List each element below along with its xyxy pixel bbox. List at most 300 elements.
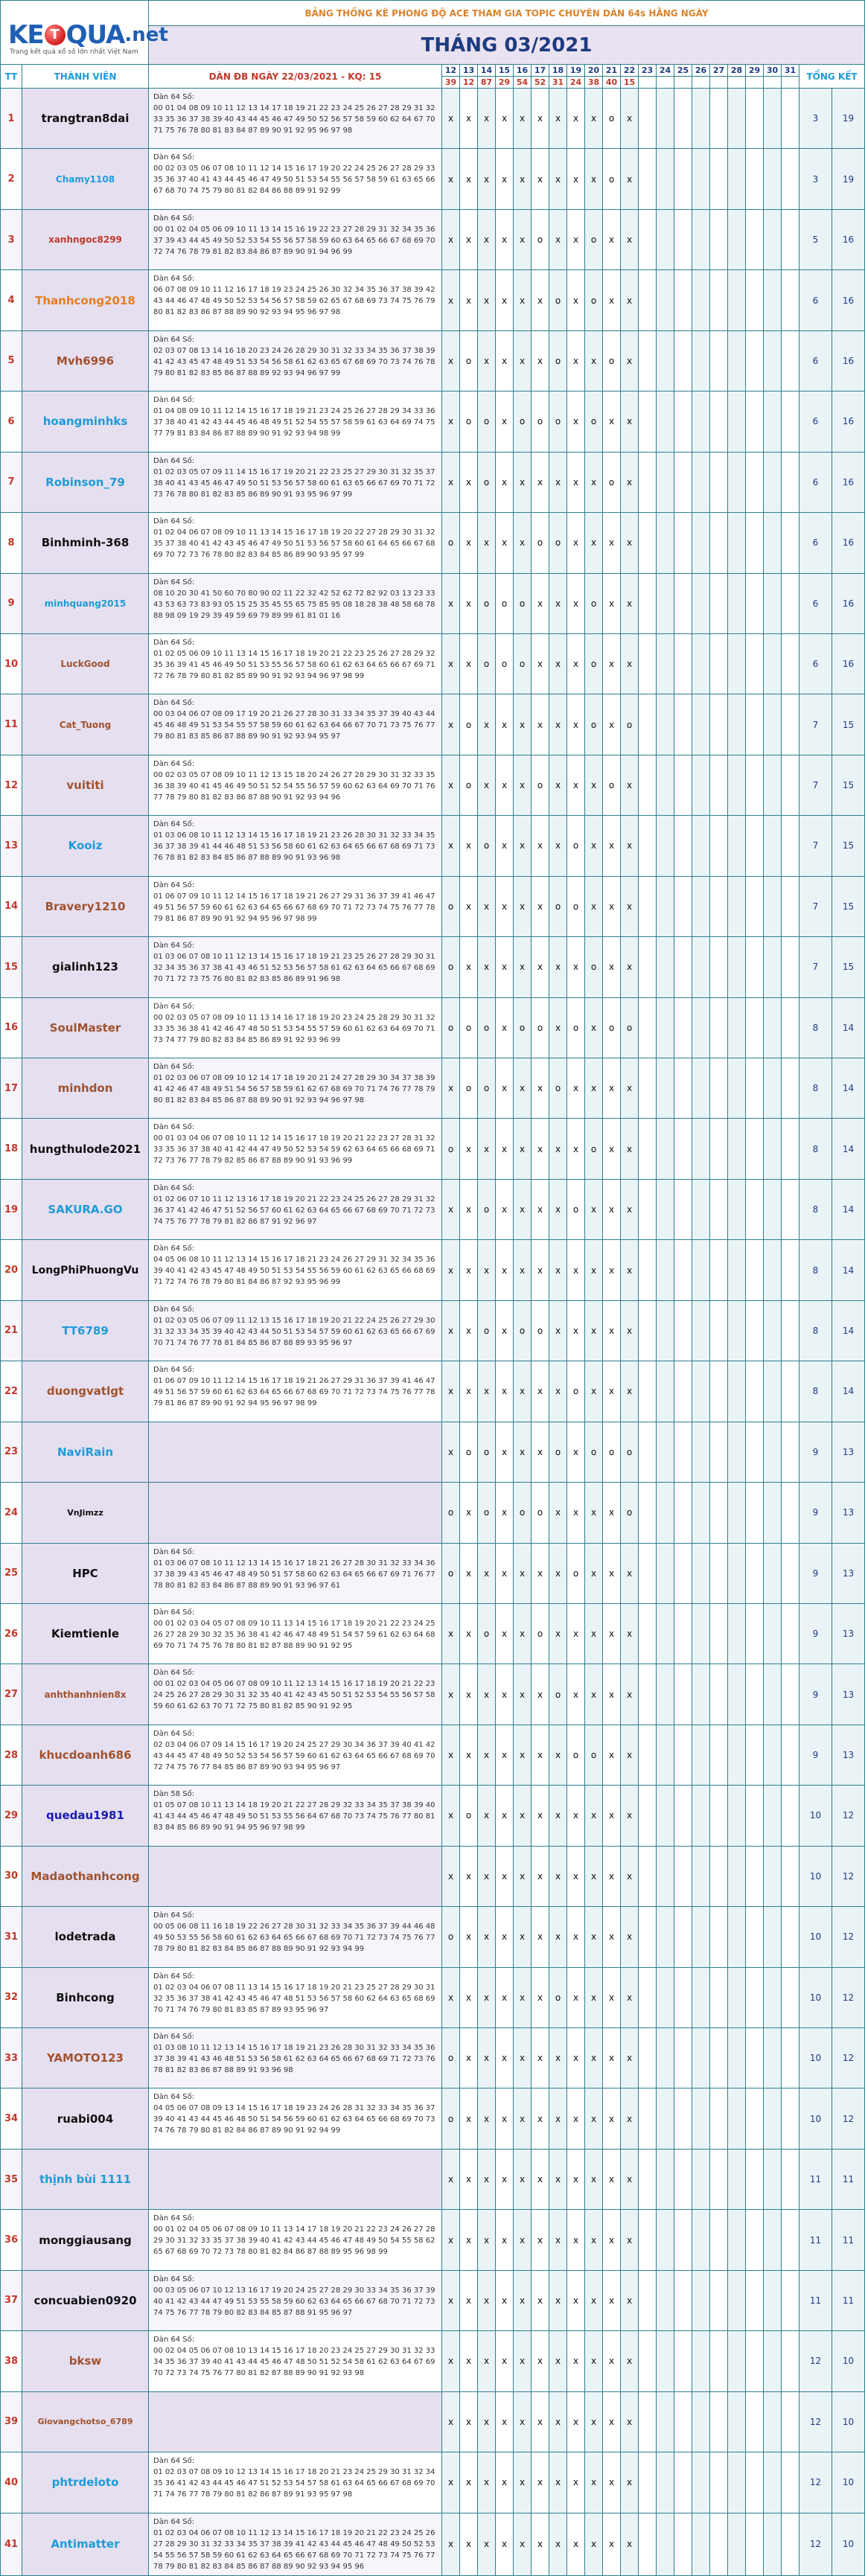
miss-count: 8 [799,1119,832,1179]
member-name[interactable]: anhthanhnien8x [22,1664,149,1725]
day-mark [782,573,799,633]
member-row [1,633,865,694]
day-mark [728,270,746,330]
day-mark [692,2391,710,2452]
member-row [1,1058,865,1119]
day-mark [710,2210,728,2270]
day-mark [692,2149,710,2209]
day-mark [639,1846,657,1906]
day-mark [639,1664,657,1725]
member-name[interactable]: Giovangchotso_6789 [22,2391,149,2452]
result-value [692,77,710,89]
day-mark [710,452,728,512]
total-score: 13 [832,1664,865,1725]
miss-count: 7 [799,694,832,755]
day-mark [782,2391,799,2452]
day-mark [728,1422,746,1482]
day-mark [639,1422,657,1482]
member-row [1,452,865,512]
day-mark [639,573,657,633]
day-mark: x [514,876,532,936]
dan-numbers: Dàn 64 Số: 00 02 03 05 07 08 09 10 11 12 13 15 18 20 24 26 27 28 29 30 31 32 33 35 36 38 39 40 41 45 46 49 50 51 52 54 55 56 57 59 60 62 63 64 69 70 71 76 77 78 79 80 81 82 83 86 87 88 90 91 92 93 94 96 [153,759,435,802]
day-mark: x [496,1603,514,1663]
day-mark: x [460,209,478,269]
row-number: 33 [1,2028,22,2088]
day-mark: x [603,876,621,936]
day-mark: x [549,2452,567,2513]
day-mark [764,1058,782,1119]
member-name[interactable]: Binhcong [22,1967,149,2027]
day-mark [728,633,746,694]
day-mark [764,816,782,876]
day-mark: o [603,755,621,815]
day-mark: o [603,1422,621,1482]
day-mark [692,391,710,452]
day-mark [657,755,674,815]
day-mark [657,937,674,997]
member-name[interactable]: duongvatlgt [22,1361,149,1422]
day-mark [728,2028,746,2088]
day-mark: x [442,149,460,209]
day-mark: x [478,330,496,391]
day-mark [728,391,746,452]
day-mark: x [567,1422,585,1482]
day-mark: x [532,2513,549,2575]
total-score: 13 [832,1543,865,1603]
dan-cell [149,391,442,452]
day-header: 27 [710,65,728,77]
row-number: 28 [1,1725,22,1785]
day-mark: x [496,1240,514,1300]
day-mark: x [442,1240,460,1300]
day-mark [674,1483,692,1543]
day-mark: x [549,209,567,269]
day-mark [728,513,746,573]
member-name[interactable]: hungthulode2021 [22,1119,149,1179]
member-name[interactable]: minhquang2015 [22,573,149,633]
logo-tagline: Trang kết quả xổ số lớn nhất Việt Nam [10,48,138,56]
day-mark [639,270,657,330]
day-mark [764,876,782,936]
dan-numbers: Dàn 64 Số: 01 06 07 09 10 11 12 14 15 16 17 18 19 21 26 27 29 31 36 37 39 41 46 47 49 51 56 57 59 60 61 62 63 64 65 66 67 68 69 70 71 72 73 74 75 76 77 78 79 81 86 87 89 90 91 92 94 95 96 97 98 99 [153,1366,435,1408]
total-score: 10 [832,2331,865,2391]
day-mark [764,270,782,330]
dan-numbers: Dàn 64 Số: 01 02 03 05 06 07 09 11 12 13 15 16 17 18 19 20 21 22 24 25 26 27 29 30 31 32 33 34 35 39 40 42 43 44 50 51 53 54 57 59 60 61 62 63 65 66 67 69 70 71 74 76 77 78 81 84 85 86 87 88 89 93 95 96 97 [153,1305,435,1347]
day-mark: o [567,1361,585,1422]
miss-count: 6 [799,330,832,391]
day-mark [782,89,799,149]
day-mark: x [442,816,460,876]
member-name[interactable]: Madaothanhcong [22,1846,149,1906]
total-score: 14 [832,1300,865,1361]
miss-count: 8 [799,1058,832,1119]
site-logo[interactable] [1,16,168,56]
dan-cell [149,573,442,633]
day-mark: x [567,209,585,269]
member-name[interactable]: xanhngoc8299 [22,209,149,269]
member-name[interactable]: Thanhcong2018 [22,270,149,330]
day-mark: x [442,1603,460,1663]
day-mark: x [621,2331,639,2391]
member-name[interactable]: LongPhiPhuongVu [22,1240,149,1300]
member-row [1,755,865,815]
miss-count: 12 [799,2331,832,2391]
day-mark: x [549,2331,567,2391]
dan-cell [149,1907,442,1967]
day-mark: o [549,1967,567,2027]
day-mark: x [514,816,532,876]
member-name[interactable]: VnJimzz [22,1483,149,1543]
day-mark: x [621,2391,639,2452]
day-mark: o [549,391,567,452]
member-row [1,2028,865,2088]
day-mark [782,755,799,815]
day-mark: x [621,209,639,269]
day-mark: x [603,937,621,997]
day-mark: x [621,2088,639,2149]
miss-count: 6 [799,270,832,330]
dan-numbers: Dàn 64 Số: 01 02 03 05 07 09 11 14 15 16 17 19 20 21 22 23 25 27 29 30 31 32 35 37 38 40 41 43 45 46 47 49 50 51 53 56 57 58 60 61 63 65 66 67 69 70 71 72 73 76 78 80 81 82 83 85 86 89 90 91 93 95 96 97 99 [153,456,435,499]
day-mark: x [514,2270,532,2330]
miss-count: 9 [799,1543,832,1603]
day-mark: x [585,2331,603,2391]
member-name[interactable]: Chamy1108 [22,149,149,209]
dan-numbers: Dàn 64 Số: 01 02 03 07 08 09 10 12 13 14 15 16 17 18 20 21 23 24 25 29 30 31 32 34 35 36 41 42 43 44 45 46 47 51 52 53 54 57 58 61 63 64 65 66 67 68 69 70 71 74 76 77 78 79 80 81 82 86 87 89 91 93 95 97 98 [153,2457,435,2499]
day-mark: x [514,1907,532,1967]
day-mark: o [532,391,549,452]
member-name[interactable]: lodetrada [22,1907,149,1967]
day-mark: x [460,2088,478,2149]
day-mark [657,2391,674,2452]
day-mark: x [567,573,585,633]
member-name[interactable]: gialinh123 [22,937,149,997]
day-mark: x [532,1543,549,1603]
member-row [1,2088,865,2149]
member-name[interactable]: Binhminh-368 [22,513,149,573]
day-mark [782,1907,799,1967]
col-member: THÀNH VIÊN [22,65,149,89]
day-mark [764,1543,782,1603]
day-mark [782,1483,799,1543]
member-name[interactable]: TT6789 [22,1300,149,1361]
day-mark: o [567,1725,585,1785]
day-mark: o [478,1300,496,1361]
member-name[interactable]: Cat_Tuong [22,694,149,755]
day-mark: x [532,816,549,876]
day-mark: o [442,1119,460,1179]
day-mark: x [621,1543,639,1603]
member-name[interactable]: Antimatter [22,2513,149,2575]
day-mark [764,2452,782,2513]
day-mark: x [621,816,639,876]
member-name[interactable]: concuabien0920 [22,2270,149,2330]
day-mark: x [603,816,621,876]
day-mark: x [460,1907,478,1967]
member-name[interactable]: monggiausang [22,2210,149,2270]
day-mark [764,1483,782,1543]
row-number: 2 [1,149,22,209]
dan-cell [149,2270,442,2330]
miss-count: 3 [799,89,832,149]
day-mark: x [478,2391,496,2452]
member-row [1,1907,865,1967]
row-number: 24 [1,1483,22,1543]
day-mark [782,1786,799,1846]
day-mark [674,997,692,1058]
day-mark: x [621,270,639,330]
day-mark [692,1361,710,1422]
member-name[interactable]: khucdoanh686 [22,1725,149,1785]
member-name[interactable]: Kiemtienle [22,1603,149,1663]
day-mark: x [603,1543,621,1603]
day-mark [710,1907,728,1967]
day-mark: x [567,1058,585,1119]
day-mark [728,816,746,876]
day-mark [710,1725,728,1785]
day-mark [710,2331,728,2391]
dan-numbers: Dàn 64 Số: 00 01 04 08 09 10 11 12 13 14 17 18 19 21 22 23 24 25 26 27 28 29 31 32 33 35 36 37 38 39 40 43 44 45 46 47 49 50 52 56 57 58 59 60 62 64 67 70 71 75 76 78 80 81 83 84 87 89 90 91 92 95 96 97 98 [153,93,435,135]
day-mark: x [567,149,585,209]
member-name[interactable]: trangtran8dai [22,89,149,149]
day-mark [657,2028,674,2088]
dan-numbers: Dàn 64 Số: 06 07 08 09 10 11 12 16 17 18 19 23 24 25 26 30 32 34 35 36 37 38 39 42 43 44 46 47 48 49 50 52 53 54 56 57 58 59 62 65 67 68 69 73 74 75 76 79 80 81 82 83 86 87 88 89 90 92 93 94 95 96 97 98 [153,275,435,317]
day-mark [782,2088,799,2149]
day-mark: o [460,1058,478,1119]
day-mark [657,1422,674,1482]
day-mark [657,1300,674,1361]
member-name[interactable]: minhdon [22,1058,149,1119]
day-mark [764,755,782,815]
day-mark [639,1967,657,2027]
day-mark [746,2270,764,2330]
day-mark: x [567,694,585,755]
day-mark: x [621,1179,639,1239]
day-mark: x [603,1786,621,1846]
day-mark [782,2513,799,2575]
total-score: 16 [832,513,865,573]
day-mark: x [442,270,460,330]
member-name[interactable]: ruabi004 [22,2088,149,2149]
day-mark [674,1240,692,1300]
day-mark [710,1058,728,1119]
day-mark: x [442,1422,460,1482]
day-mark: x [585,2270,603,2330]
member-name[interactable]: Mvh6996 [22,330,149,391]
day-mark: x [478,270,496,330]
day-mark [692,452,710,512]
day-mark: x [460,1119,478,1179]
day-mark [692,997,710,1058]
member-row [1,1240,865,1300]
miss-count: 12 [799,2452,832,2513]
member-name[interactable]: YAMOTO123 [22,2028,149,2088]
member-row [1,1119,865,1179]
member-name[interactable]: SoulMaster [22,997,149,1058]
day-mark [764,1907,782,1967]
day-mark [782,937,799,997]
day-mark: x [496,2028,514,2088]
day-mark: x [585,1483,603,1543]
day-mark [764,1846,782,1906]
dan-numbers [149,1847,441,1853]
day-mark: x [585,2028,603,2088]
member-name[interactable]: SAKURA.GO [22,1179,149,1239]
day-mark: x [549,452,567,512]
day-mark: x [442,2270,460,2330]
member-name[interactable]: bksw [22,2331,149,2391]
member-name[interactable]: Bravery1210 [22,876,149,936]
day-mark: x [603,2210,621,2270]
member-name[interactable]: Robinson_79 [22,452,149,512]
day-mark: x [496,513,514,573]
day-mark: o [549,1058,567,1119]
day-mark [728,2391,746,2452]
day-mark [746,816,764,876]
miss-count: 7 [799,755,832,815]
member-name[interactable]: LuckGood [22,633,149,694]
day-mark [728,2331,746,2391]
day-mark: o [460,1422,478,1482]
day-mark: x [585,1846,603,1906]
day-mark [710,2513,728,2575]
day-mark: x [532,1361,549,1422]
day-header: 14 [478,65,496,77]
day-mark [710,2149,728,2209]
day-mark [782,391,799,452]
miss-count: 6 [799,452,832,512]
day-mark: x [514,330,532,391]
day-mark: x [532,1786,549,1846]
day-mark [710,633,728,694]
day-mark [639,937,657,997]
member-name[interactable]: hoangminhks [22,391,149,452]
day-mark [782,1240,799,1300]
day-mark: x [621,513,639,573]
day-mark [657,1786,674,1846]
row-number: 6 [1,391,22,452]
day-mark [692,1786,710,1846]
day-mark: x [585,89,603,149]
member-row [1,2331,865,2391]
day-mark [728,1058,746,1119]
day-mark [710,937,728,997]
total-score: 19 [832,89,865,149]
day-mark [692,937,710,997]
day-mark [674,209,692,269]
day-header: 23 [639,65,657,77]
dan-numbers: Dàn 64 Số: 01 04 08 09 10 11 12 14 15 16 17 18 19 21 23 24 25 26 27 28 29 34 33 36 37 38 40 41 42 43 44 45 46 48 49 51 52 54 55 57 58 59 61 63 64 69 74 75 77 79 81 83 84 86 87 88 89 90 91 92 93 94 98 99 [153,396,435,438]
member-name[interactable]: HPC [22,1543,149,1603]
total-score: 15 [832,876,865,936]
day-mark [692,816,710,876]
row-number: 26 [1,1603,22,1663]
day-mark [746,1664,764,1725]
day-mark: x [442,573,460,633]
day-mark [764,330,782,391]
day-mark [639,513,657,573]
member-name[interactable]: quedau1981 [22,1786,149,1846]
day-mark: o [549,330,567,391]
day-mark [692,1058,710,1119]
member-name[interactable]: thịnh bùi 1111 [22,2149,149,2209]
day-mark [764,2391,782,2452]
day-mark: x [549,1725,567,1785]
day-mark [674,2028,692,2088]
day-mark [728,1967,746,2027]
total-score: 15 [832,694,865,755]
day-mark [639,2088,657,2149]
total-score: 14 [832,1179,865,1239]
member-row [1,2391,865,2452]
day-mark: x [549,937,567,997]
day-mark: x [496,1907,514,1967]
day-mark [639,1058,657,1119]
day-mark [728,1664,746,1725]
day-mark: x [496,1543,514,1603]
day-header: 29 [746,65,764,77]
member-name[interactable]: Kooiz [22,816,149,876]
day-mark [746,1300,764,1361]
day-mark [782,149,799,209]
member-name[interactable]: NaviRain [22,1422,149,1482]
row-number: 40 [1,2452,22,2513]
day-mark: x [603,1483,621,1543]
day-mark [639,1483,657,1543]
day-mark [710,1543,728,1603]
day-mark: x [567,2028,585,2088]
day-mark: x [603,1907,621,1967]
day-mark [710,1846,728,1906]
day-mark [746,633,764,694]
day-mark [728,573,746,633]
day-mark: x [478,1907,496,1967]
day-mark [764,1361,782,1422]
day-mark [710,2028,728,2088]
day-mark: o [567,816,585,876]
row-number: 36 [1,2210,22,2270]
row-number: 1 [1,89,22,149]
day-mark: o [514,573,532,633]
day-mark [782,2028,799,2088]
day-mark [639,694,657,755]
day-mark [674,513,692,573]
row-number: 25 [1,1543,22,1603]
day-mark: x [621,1786,639,1846]
miss-count: 8 [799,1179,832,1239]
dan-cell [149,2149,442,2209]
day-mark [782,2331,799,2391]
day-mark [639,2028,657,2088]
day-mark [782,1846,799,1906]
day-mark [639,391,657,452]
day-mark: x [478,1967,496,2027]
day-mark [764,1422,782,1482]
member-name[interactable]: vuititi [22,755,149,815]
day-mark [657,149,674,209]
day-mark: x [603,633,621,694]
day-mark: x [567,2513,585,2575]
day-mark [746,209,764,269]
day-mark: x [532,1119,549,1179]
result-value: 39 [442,77,460,89]
day-mark: x [496,2452,514,2513]
day-mark: x [585,1240,603,1300]
day-mark: o [478,633,496,694]
day-mark: x [460,1603,478,1663]
day-mark: o [585,270,603,330]
member-name[interactable]: phtrdeloto [22,2452,149,2513]
day-mark: x [603,1300,621,1361]
